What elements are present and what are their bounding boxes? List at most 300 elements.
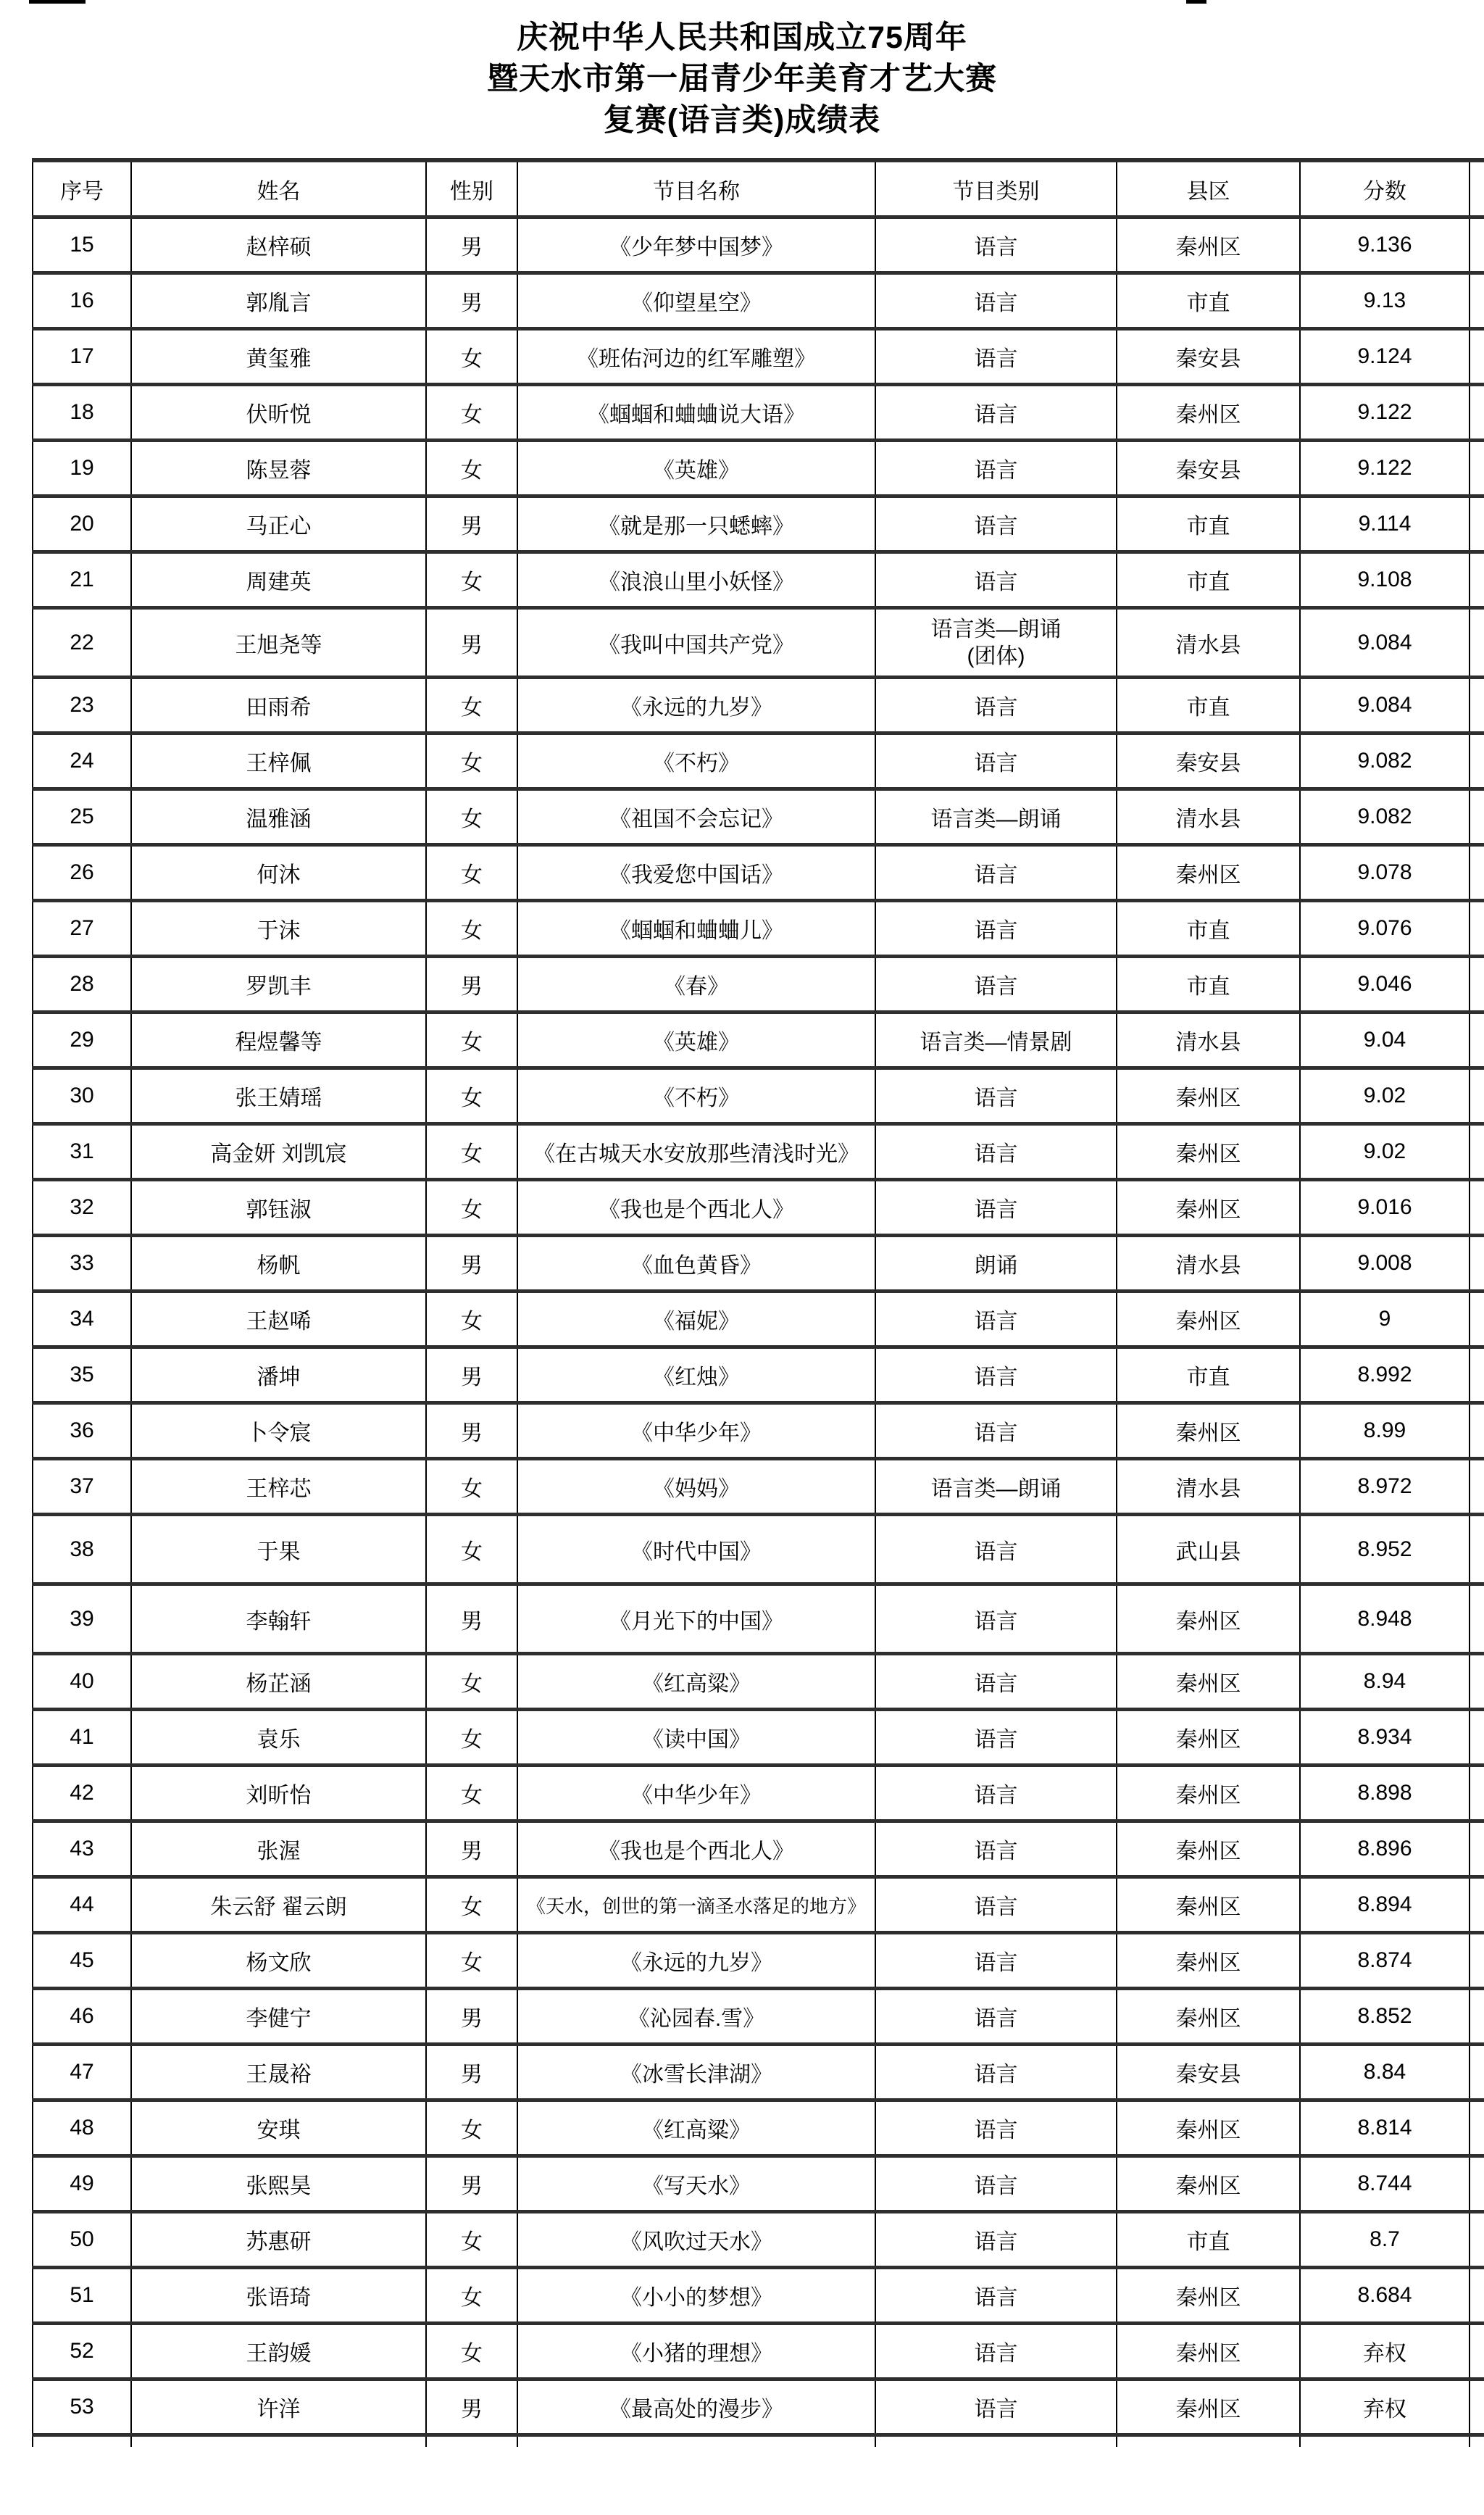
category-cell: 语言类—朗诵: [875, 1459, 1117, 1515]
program-cell: 《永远的九岁》: [517, 1933, 875, 1989]
table-row: [33, 2324, 1484, 2379]
score-cell: 9.078: [1300, 845, 1470, 901]
table-row: [33, 496, 1484, 552]
row-number-cell: 19: [33, 441, 131, 496]
row-number-cell: 41: [33, 1710, 131, 1766]
category-cell: 语言: [875, 2379, 1117, 2435]
program-cell: 《我也是个西北人》: [517, 1180, 875, 1236]
cropped-next-row-cell: [875, 2435, 1117, 2448]
district-cell: 秦州区: [1117, 2268, 1300, 2324]
table-edge-cell: [1470, 385, 1484, 441]
category-cell: 语言: [875, 1347, 1117, 1403]
category-cell: 语言: [875, 1766, 1117, 1821]
row-number-cell: 31: [33, 1124, 131, 1180]
title-line-1: 庆祝中华人民共和国成立75周年: [517, 20, 967, 55]
score-cell: 8.874: [1300, 1933, 1470, 1989]
table-row: [33, 2100, 1484, 2156]
row-number-cell: 37: [33, 1459, 131, 1515]
table-edge-cell: [1470, 957, 1484, 1013]
gender-cell: 男: [426, 1584, 517, 1654]
category-cell: 语言: [875, 1989, 1117, 2045]
table-row: [33, 1292, 1484, 1347]
category-cell: 语言: [875, 1877, 1117, 1933]
column-header-name: 姓名: [131, 160, 426, 217]
program-cell: 《蝈蝈和蛐蛐儿》: [517, 901, 875, 957]
name-cell: 卜令宸: [131, 1403, 426, 1459]
table-edge-cell: [1470, 552, 1484, 608]
category-cell: 语言: [875, 2156, 1117, 2212]
district-cell: 市直: [1117, 2212, 1300, 2268]
row-number-cell: 42: [33, 1766, 131, 1821]
table-edge-cell: [1470, 2212, 1484, 2268]
table-edge-cell: [1470, 2268, 1484, 2324]
table-edge-cell: [1470, 441, 1484, 496]
category-cell: 语言: [875, 1124, 1117, 1180]
district-cell: 秦州区: [1117, 1292, 1300, 1347]
score-cell: 9.076: [1300, 901, 1470, 957]
row-number-cell: 40: [33, 1654, 131, 1710]
name-cell: 杨文欣: [131, 1933, 426, 1989]
district-cell: 清水县: [1117, 1459, 1300, 1515]
name-cell: 王赵唏: [131, 1292, 426, 1347]
gender-cell: 男: [426, 2045, 517, 2100]
program-cell: 《祖国不会忘记》: [517, 789, 875, 845]
gender-cell: 女: [426, 901, 517, 957]
program-cell: 《红高粱》: [517, 1654, 875, 1710]
program-cell: 《妈妈》: [517, 1459, 875, 1515]
name-cell: 苏惠研: [131, 2212, 426, 2268]
gender-cell: 男: [426, 1821, 517, 1877]
score-cell: 9.008: [1300, 1236, 1470, 1292]
gender-cell: 女: [426, 441, 517, 496]
row-number-cell: 33: [33, 1236, 131, 1292]
district-cell: 秦州区: [1117, 1710, 1300, 1766]
table-edge-cell: [1470, 1292, 1484, 1347]
column-header-score: 分数: [1300, 160, 1470, 217]
row-number-cell: 53: [33, 2379, 131, 2435]
program-cell: 《风吹过天水》: [517, 2212, 875, 2268]
category-line-1: 语言类—朗诵: [930, 617, 1062, 641]
category-cell: 语言: [875, 1292, 1117, 1347]
score-cell: 9.046: [1300, 957, 1470, 1013]
category-cell: 语言: [875, 678, 1117, 733]
name-cell: 何沐: [131, 845, 426, 901]
district-cell: 秦州区: [1117, 1989, 1300, 2045]
gender-cell: 女: [426, 552, 517, 608]
table-row: [33, 1124, 1484, 1180]
category-cell: 语言: [875, 2324, 1117, 2379]
gender-cell: 男: [426, 2156, 517, 2212]
gender-cell: 女: [426, 1710, 517, 1766]
table-edge-cell: [1470, 1068, 1484, 1124]
column-header-gender: 性别: [426, 160, 517, 217]
district-cell: 秦安县: [1117, 2045, 1300, 2100]
score-cell: 9.108: [1300, 552, 1470, 608]
table-row: [33, 1584, 1484, 1654]
column-header-program: 节目名称: [517, 160, 875, 217]
table-row: [33, 1877, 1484, 1933]
table-row: [33, 678, 1484, 733]
gender-cell: 女: [426, 329, 517, 385]
row-number-cell: 27: [33, 901, 131, 957]
name-cell: 黄玺雅: [131, 329, 426, 385]
program-cell: 《英雄》: [517, 441, 875, 496]
cropped-next-row-cell: [517, 2435, 875, 2448]
cropped-next-row-cell: [33, 2435, 131, 2448]
program-cell: 《浪浪山里小妖怪》: [517, 552, 875, 608]
name-cell: 张王婧瑶: [131, 1068, 426, 1124]
district-cell: 市直: [1117, 552, 1300, 608]
score-cell: 9.02: [1300, 1068, 1470, 1124]
cropped-next-row-cell: [1470, 2435, 1484, 2448]
name-cell: 伏昕悦: [131, 385, 426, 441]
row-number-cell: 52: [33, 2324, 131, 2379]
gender-cell: 女: [426, 1877, 517, 1933]
score-cell: 9.122: [1300, 385, 1470, 441]
name-cell: 刘昕怡: [131, 1766, 426, 1821]
district-cell: 武山县: [1117, 1515, 1300, 1584]
district-cell: 秦安县: [1117, 441, 1300, 496]
district-cell: 清水县: [1117, 608, 1300, 678]
table-edge-cell: [1470, 1124, 1484, 1180]
score-cell: 9.124: [1300, 329, 1470, 385]
table-edge-cell: [1470, 2379, 1484, 2435]
gender-cell: 女: [426, 1013, 517, 1068]
table-edge-cell: [1470, 1654, 1484, 1710]
score-cell: 9.082: [1300, 789, 1470, 845]
table-row: [33, 273, 1484, 329]
score-cell: 弃权: [1300, 2379, 1470, 2435]
gender-cell: 男: [426, 2379, 517, 2435]
program-cell: 《月光下的中国》: [517, 1584, 875, 1654]
table-row: [33, 1180, 1484, 1236]
district-cell: 秦州区: [1117, 1654, 1300, 1710]
row-number-cell: 44: [33, 1877, 131, 1933]
page-title: [0, 17, 1484, 141]
name-cell: 陈昱蓉: [131, 441, 426, 496]
category-cell: 语言: [875, 2045, 1117, 2100]
score-cell: 8.744: [1300, 2156, 1470, 2212]
category-cell: 语言: [875, 441, 1117, 496]
category-cell: 语言类—朗诵: [875, 789, 1117, 845]
category-cell: 语言: [875, 1180, 1117, 1236]
table-row: [33, 1013, 1484, 1068]
gender-cell: 男: [426, 496, 517, 552]
name-cell: 王梓芯: [131, 1459, 426, 1515]
row-number-cell: 39: [33, 1584, 131, 1654]
table-edge-cell: [1470, 789, 1484, 845]
gender-cell: 女: [426, 1180, 517, 1236]
name-cell: 许洋: [131, 2379, 426, 2435]
score-cell: 9.082: [1300, 733, 1470, 789]
gender-cell: 女: [426, 2212, 517, 2268]
name-cell: 高金妍 刘凯宸: [131, 1124, 426, 1180]
district-cell: 秦州区: [1117, 1933, 1300, 1989]
program-cell: 《小猪的理想》: [517, 2324, 875, 2379]
category-cell: 语言: [875, 496, 1117, 552]
district-cell: 市直: [1117, 678, 1300, 733]
gender-cell: 女: [426, 2324, 517, 2379]
table-edge-cell: [1470, 1710, 1484, 1766]
district-cell: 秦州区: [1117, 1124, 1300, 1180]
cropped-next-row-cell: [131, 2435, 426, 2448]
program-cell: 《中华少年》: [517, 1766, 875, 1821]
gender-cell: 男: [426, 1347, 517, 1403]
name-cell: 张渥: [131, 1821, 426, 1877]
gender-cell: 女: [426, 1766, 517, 1821]
gender-cell: 女: [426, 1654, 517, 1710]
category-cell: 语言: [875, 2268, 1117, 2324]
table-row: [33, 1403, 1484, 1459]
table-edge-cell: [1470, 678, 1484, 733]
table-row: [33, 733, 1484, 789]
district-cell: 秦安县: [1117, 329, 1300, 385]
district-cell: 市直: [1117, 1347, 1300, 1403]
row-number-cell: 28: [33, 957, 131, 1013]
name-cell: 马正心: [131, 496, 426, 552]
header-row: [33, 160, 1484, 217]
category-cell: 语言: [875, 2212, 1117, 2268]
district-cell: 秦州区: [1117, 1821, 1300, 1877]
table-row: [33, 2212, 1484, 2268]
name-cell: 张熙昊: [131, 2156, 426, 2212]
table-edge-cell: [1470, 733, 1484, 789]
program-cell: 《就是那一只蟋蟀》: [517, 496, 875, 552]
name-cell: 周建英: [131, 552, 426, 608]
table-row: [33, 217, 1484, 273]
row-number-cell: 51: [33, 2268, 131, 2324]
row-number-cell: 32: [33, 1180, 131, 1236]
gender-cell: 女: [426, 1068, 517, 1124]
name-cell: 安琪: [131, 2100, 426, 2156]
category-cell: [875, 608, 1117, 678]
program-cell: 《血色黄昏》: [517, 1236, 875, 1292]
name-cell: 杨芷涵: [131, 1654, 426, 1710]
category-cell: 语言: [875, 845, 1117, 901]
category-line-2: (团体): [967, 644, 1025, 668]
district-cell: 市直: [1117, 901, 1300, 957]
table-edge-cell: [1470, 1403, 1484, 1459]
program-cell: 《不朽》: [517, 1068, 875, 1124]
program-cell: 《小小的梦想》: [517, 2268, 875, 2324]
score-cell: 9.04: [1300, 1013, 1470, 1068]
table-row: [33, 1989, 1484, 2045]
program-cell: 《读中国》: [517, 1710, 875, 1766]
table-row: [33, 1068, 1484, 1124]
table-row: [33, 901, 1484, 957]
table-edge-cell: [1470, 329, 1484, 385]
district-cell: 秦州区: [1117, 385, 1300, 441]
row-number-cell: 26: [33, 845, 131, 901]
row-number-cell: 21: [33, 552, 131, 608]
name-cell: 赵梓硕: [131, 217, 426, 273]
program-cell: 《班佑河边的红军雕塑》: [517, 329, 875, 385]
table-edge-cell: [1470, 1347, 1484, 1403]
gender-cell: 女: [426, 1515, 517, 1584]
table-row: [33, 957, 1484, 1013]
table-edge-cell: [1470, 1821, 1484, 1877]
gender-cell: 女: [426, 385, 517, 441]
column-header-category: 节目类别: [875, 160, 1117, 217]
row-number-cell: 22: [33, 608, 131, 678]
score-cell: 9.13: [1300, 273, 1470, 329]
name-cell: 于沫: [131, 901, 426, 957]
score-cell: 8.992: [1300, 1347, 1470, 1403]
program-cell: 《中华少年》: [517, 1403, 875, 1459]
program-cell: 《少年梦中国梦》: [517, 217, 875, 273]
table-edge-cell: [1470, 608, 1484, 678]
name-cell: 王韵媛: [131, 2324, 426, 2379]
table-row: [33, 2156, 1484, 2212]
score-cell: 8.814: [1300, 2100, 1470, 2156]
program-cell: 《我也是个西北人》: [517, 1821, 875, 1877]
district-cell: 市直: [1117, 273, 1300, 329]
table-edge-cell: [1470, 496, 1484, 552]
category-cell: 语言: [875, 217, 1117, 273]
program-cell: 《在古城天水安放那些清浅时光》: [517, 1124, 875, 1180]
district-cell: 秦安县: [1117, 733, 1300, 789]
table-edge-cell: [1470, 2324, 1484, 2379]
category-cell: 语言: [875, 957, 1117, 1013]
program-cell: 《写天水》: [517, 2156, 875, 2212]
name-cell: 袁乐: [131, 1710, 426, 1766]
category-cell: 语言: [875, 1933, 1117, 1989]
table-row: [33, 329, 1484, 385]
title-line-2: 暨天水市第一届青少年美育才艺大赛: [487, 62, 997, 96]
name-cell: 李健宁: [131, 1989, 426, 2045]
score-cell: 9.114: [1300, 496, 1470, 552]
district-cell: 秦州区: [1117, 1584, 1300, 1654]
row-number-cell: 23: [33, 678, 131, 733]
score-cell: 9.136: [1300, 217, 1470, 273]
district-cell: 秦州区: [1117, 2156, 1300, 2212]
program-cell: 《我叫中国共产党》: [517, 608, 875, 678]
row-number-cell: 25: [33, 789, 131, 845]
score-cell: 8.898: [1300, 1766, 1470, 1821]
district-cell: 秦州区: [1117, 1068, 1300, 1124]
gender-cell: 女: [426, 789, 517, 845]
row-number-cell: 50: [33, 2212, 131, 2268]
program-cell: 《福妮》: [517, 1292, 875, 1347]
row-number-cell: 43: [33, 1821, 131, 1877]
score-cell: 8.948: [1300, 1584, 1470, 1654]
category-cell: 语言: [875, 1403, 1117, 1459]
column-header-no: 序号: [33, 160, 131, 217]
table-row: [33, 1710, 1484, 1766]
district-cell: 秦州区: [1117, 1403, 1300, 1459]
table-edge-cell: [1470, 845, 1484, 901]
score-cell: 8.99: [1300, 1403, 1470, 1459]
gender-cell: 男: [426, 273, 517, 329]
program-cell: 《永远的九岁》: [517, 678, 875, 733]
program-cell: 《英雄》: [517, 1013, 875, 1068]
table-row: [33, 1347, 1484, 1403]
category-cell: 语言: [875, 273, 1117, 329]
name-cell: 郭钰淑: [131, 1180, 426, 1236]
cropped-next-row-cell: [426, 2435, 517, 2448]
table-edge-cell: [1470, 1459, 1484, 1515]
table-edge-cell: [1470, 273, 1484, 329]
name-cell: 王梓佩: [131, 733, 426, 789]
score-cell: 8.952: [1300, 1515, 1470, 1584]
gender-cell: 男: [426, 1989, 517, 2045]
name-cell: 杨帆: [131, 1236, 426, 1292]
name-cell: 李翰轩: [131, 1584, 426, 1654]
table-edge-cell: [1470, 1766, 1484, 1821]
district-cell: 秦州区: [1117, 2324, 1300, 2379]
score-cell: 8.894: [1300, 1877, 1470, 1933]
table-row: [33, 1821, 1484, 1877]
table-row: [33, 1766, 1484, 1821]
program-cell: 《蝈蝈和蛐蛐说大语》: [517, 385, 875, 441]
gender-cell: 女: [426, 1124, 517, 1180]
table-row: [33, 552, 1484, 608]
table-edge-cell: [1470, 1013, 1484, 1068]
title-line-3: 复赛(语言类)成绩表: [603, 103, 881, 138]
table-row: [33, 2045, 1484, 2100]
name-cell: 潘坤: [131, 1347, 426, 1403]
table-row: [33, 608, 1484, 678]
district-cell: 秦州区: [1117, 2100, 1300, 2156]
program-cell: 《春》: [517, 957, 875, 1013]
row-number-cell: 36: [33, 1403, 131, 1459]
gender-cell: 女: [426, 678, 517, 733]
score-cell: 9.084: [1300, 608, 1470, 678]
name-cell: 于果: [131, 1515, 426, 1584]
name-cell: 王旭尧等: [131, 608, 426, 678]
score-cell: 8.852: [1300, 1989, 1470, 2045]
score-cell: 8.896: [1300, 1821, 1470, 1877]
name-cell: 罗凯丰: [131, 957, 426, 1013]
table-edge-cell: [1470, 1989, 1484, 2045]
district-cell: 秦州区: [1117, 1180, 1300, 1236]
table-edge-cell: [1470, 1515, 1484, 1584]
program-cell: 《天水，创世的第一滴圣水落足的地方》: [517, 1877, 875, 1933]
category-cell: 语言: [875, 1821, 1117, 1877]
program-cell: 《沁园春.雪》: [517, 1989, 875, 2045]
row-number-cell: 17: [33, 329, 131, 385]
row-number-cell: 30: [33, 1068, 131, 1124]
name-cell: 张语琦: [131, 2268, 426, 2324]
cropped-next-row: [33, 2435, 1484, 2448]
program-cell: 《最高处的漫步》: [517, 2379, 875, 2435]
table-edge-cell: [1470, 2156, 1484, 2212]
gender-cell: 男: [426, 608, 517, 678]
table-row: [33, 441, 1484, 496]
district-cell: 秦州区: [1117, 2379, 1300, 2435]
cropped-next-row-cell: [1117, 2435, 1300, 2448]
gender-cell: 男: [426, 1403, 517, 1459]
score-cell: 9.084: [1300, 678, 1470, 733]
gender-cell: 男: [426, 957, 517, 1013]
row-number-cell: 29: [33, 1013, 131, 1068]
district-cell: 市直: [1117, 957, 1300, 1013]
row-number-cell: 20: [33, 496, 131, 552]
name-cell: 温雅涵: [131, 789, 426, 845]
category-cell: 语言: [875, 1710, 1117, 1766]
gender-cell: 女: [426, 1933, 517, 1989]
row-number-cell: 16: [33, 273, 131, 329]
category-cell: 语言: [875, 1515, 1117, 1584]
name-cell: 郭胤言: [131, 273, 426, 329]
category-cell: 朗诵: [875, 1236, 1117, 1292]
gender-cell: 女: [426, 1292, 517, 1347]
score-cell: 8.84: [1300, 2045, 1470, 2100]
score-cell: 9.016: [1300, 1180, 1470, 1236]
category-cell: 语言: [875, 1068, 1117, 1124]
program-cell: 《仰望星空》: [517, 273, 875, 329]
table-row: [33, 1654, 1484, 1710]
